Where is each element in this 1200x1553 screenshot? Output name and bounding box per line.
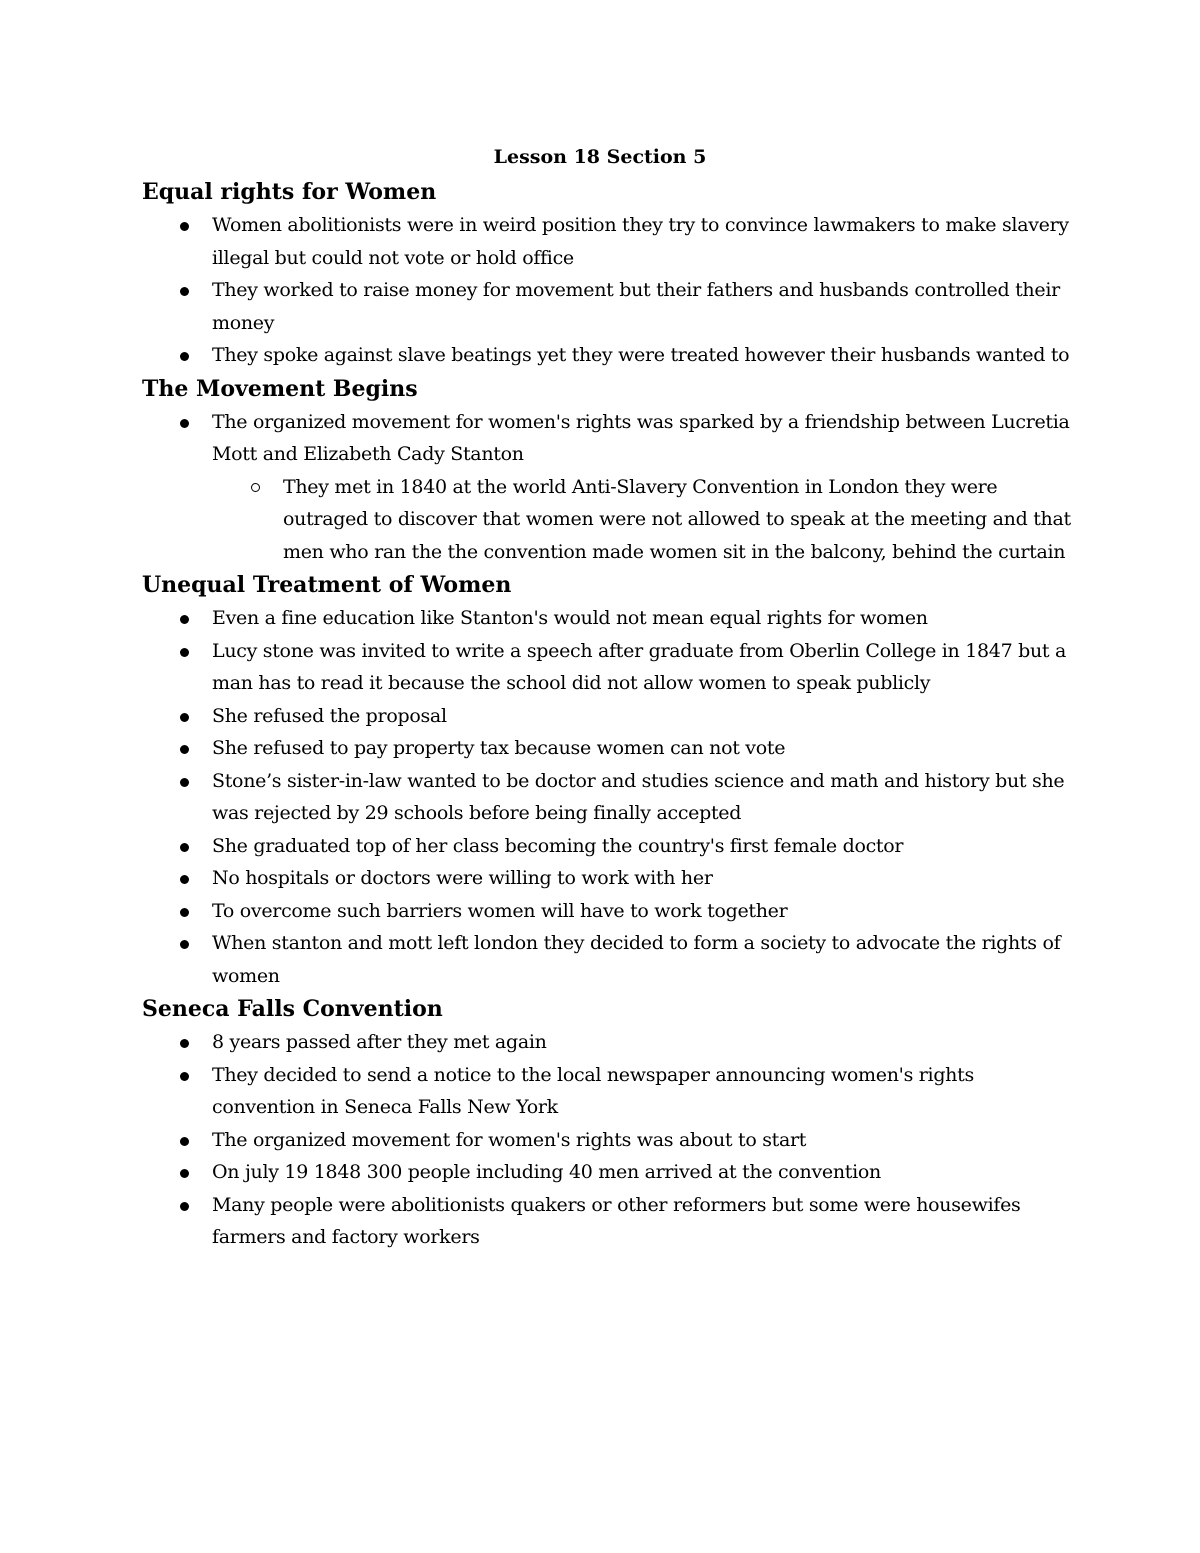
list-item [142, 927, 1072, 992]
bullet-icon [180, 713, 189, 722]
list-item [142, 732, 1072, 765]
list-item-text: When stanton and mott left london they decided to form a society to advocate the rights of women [212, 932, 1061, 987]
list-item-text: They spoke against slave beatings yet they were treated however their husbands wanted to [212, 344, 1070, 366]
hollow-bullet-icon [251, 483, 260, 492]
list-item [142, 1189, 1072, 1254]
section-heading-seneca-falls: Seneca Falls Convention [142, 996, 443, 1022]
bullet-icon [180, 352, 189, 361]
sub-list-item-text: They met in 1840 at the world Anti-Slavery Convention in London they were outraged to discover that women were not allowed to speak at the meeting and that men who ran the the convention made women sit in the balcony, behind the curtain [283, 475, 1071, 563]
list-item [142, 274, 1072, 339]
list-item [142, 406, 1072, 471]
bullet-icon [180, 1169, 189, 1178]
bullet-icon [180, 287, 189, 296]
bullet-icon [180, 1137, 189, 1146]
list-item [142, 209, 1072, 274]
list-item [142, 602, 1072, 635]
bullet-list-unequal-treatment [142, 602, 1072, 992]
list-item [142, 1124, 1072, 1157]
section-heading-movement-begins: The Movement Begins [142, 375, 418, 402]
bullet-icon [180, 875, 189, 884]
list-item [142, 765, 1072, 830]
list-item [142, 1059, 1072, 1124]
bullet-icon [180, 648, 189, 657]
bullet-icon [180, 940, 189, 949]
list-item-text: She refused to pay property tax because women can not vote [212, 737, 786, 759]
list-item-text: Even a fine education like Stanton's would not mean equal rights for women [212, 607, 928, 629]
list-item [142, 700, 1072, 733]
list-item-text: 8 years passed after they met again [212, 1031, 547, 1053]
section-heading-unequal-treatment: Unequal Treatment of Women [142, 572, 512, 598]
list-item [142, 339, 1072, 372]
list-item-text: She graduated top of her class becoming the country's first female doctor [212, 834, 904, 857]
list-item-text: No hospitals or doctors were willing to work with her [212, 867, 713, 889]
bullet-icon [180, 615, 189, 624]
list-item-text: To overcome such barriers women will have to work together [212, 899, 788, 922]
bullet-icon [180, 843, 189, 852]
list-item-text: The organized movement for women's rights was sparked by a friendship between Lucretia Mott and Elizabeth Cady Stanton [212, 410, 1070, 465]
list-item [142, 635, 1072, 700]
list-item-text: Many people were abolitionists quakers or other reformers but some were housewifes farmers and factory workers [212, 1193, 1021, 1248]
bullet-icon [180, 419, 189, 428]
bullet-list-equal-rights [142, 209, 1072, 372]
list-item-text: Women abolitionists were in weird position they try to convince lawmakers to make slavery illegal but could not vote or hold office [212, 214, 1069, 269]
list-item-text: Stone’s sister-in-law wanted to be doctor and studies science and math and history but she was rejected by 29 schools before being finally accepted [212, 769, 1065, 824]
bullet-icon [180, 745, 189, 754]
list-item-text: On july 19 1848 300 people including 40 men arrived at the convention [212, 1161, 881, 1183]
document-body [142, 175, 1072, 1254]
list-item [142, 830, 1072, 863]
list-item-text: The organized movement for women's rights was about to start [212, 1128, 807, 1151]
page-title: Lesson 18 Section 5 [493, 146, 707, 168]
bullet-icon [180, 908, 189, 917]
list-item [142, 862, 1072, 895]
bullet-icon [180, 1039, 189, 1048]
bullet-list-movement-begins [142, 406, 1072, 471]
list-item [142, 1026, 1072, 1059]
bullet-icon [180, 222, 189, 231]
section-heading-equal-rights: Equal rights for Women [142, 179, 437, 205]
sub-list-item [142, 471, 1072, 569]
bullet-icon [180, 1202, 189, 1211]
list-item-text: They worked to raise money for movement but their fathers and husbands controlled their money [212, 279, 1060, 334]
list-item-text: They decided to send a notice to the local newspaper announcing women's rights convention in Seneca Falls New York [212, 1063, 974, 1118]
list-item-text: Lucy stone was invited to write a speech after graduate from Oberlin College in 1847 but a man has to read it because the school did not allow women to speak publicly [212, 639, 1066, 694]
bullet-icon [180, 1072, 189, 1081]
list-item [142, 895, 1072, 928]
bullet-icon [180, 778, 189, 787]
bullet-list-seneca-falls [142, 1026, 1072, 1254]
sub-bullet-list-movement-begins [142, 471, 1072, 569]
list-item [142, 1156, 1072, 1189]
list-item-text: She refused the proposal [212, 704, 447, 727]
